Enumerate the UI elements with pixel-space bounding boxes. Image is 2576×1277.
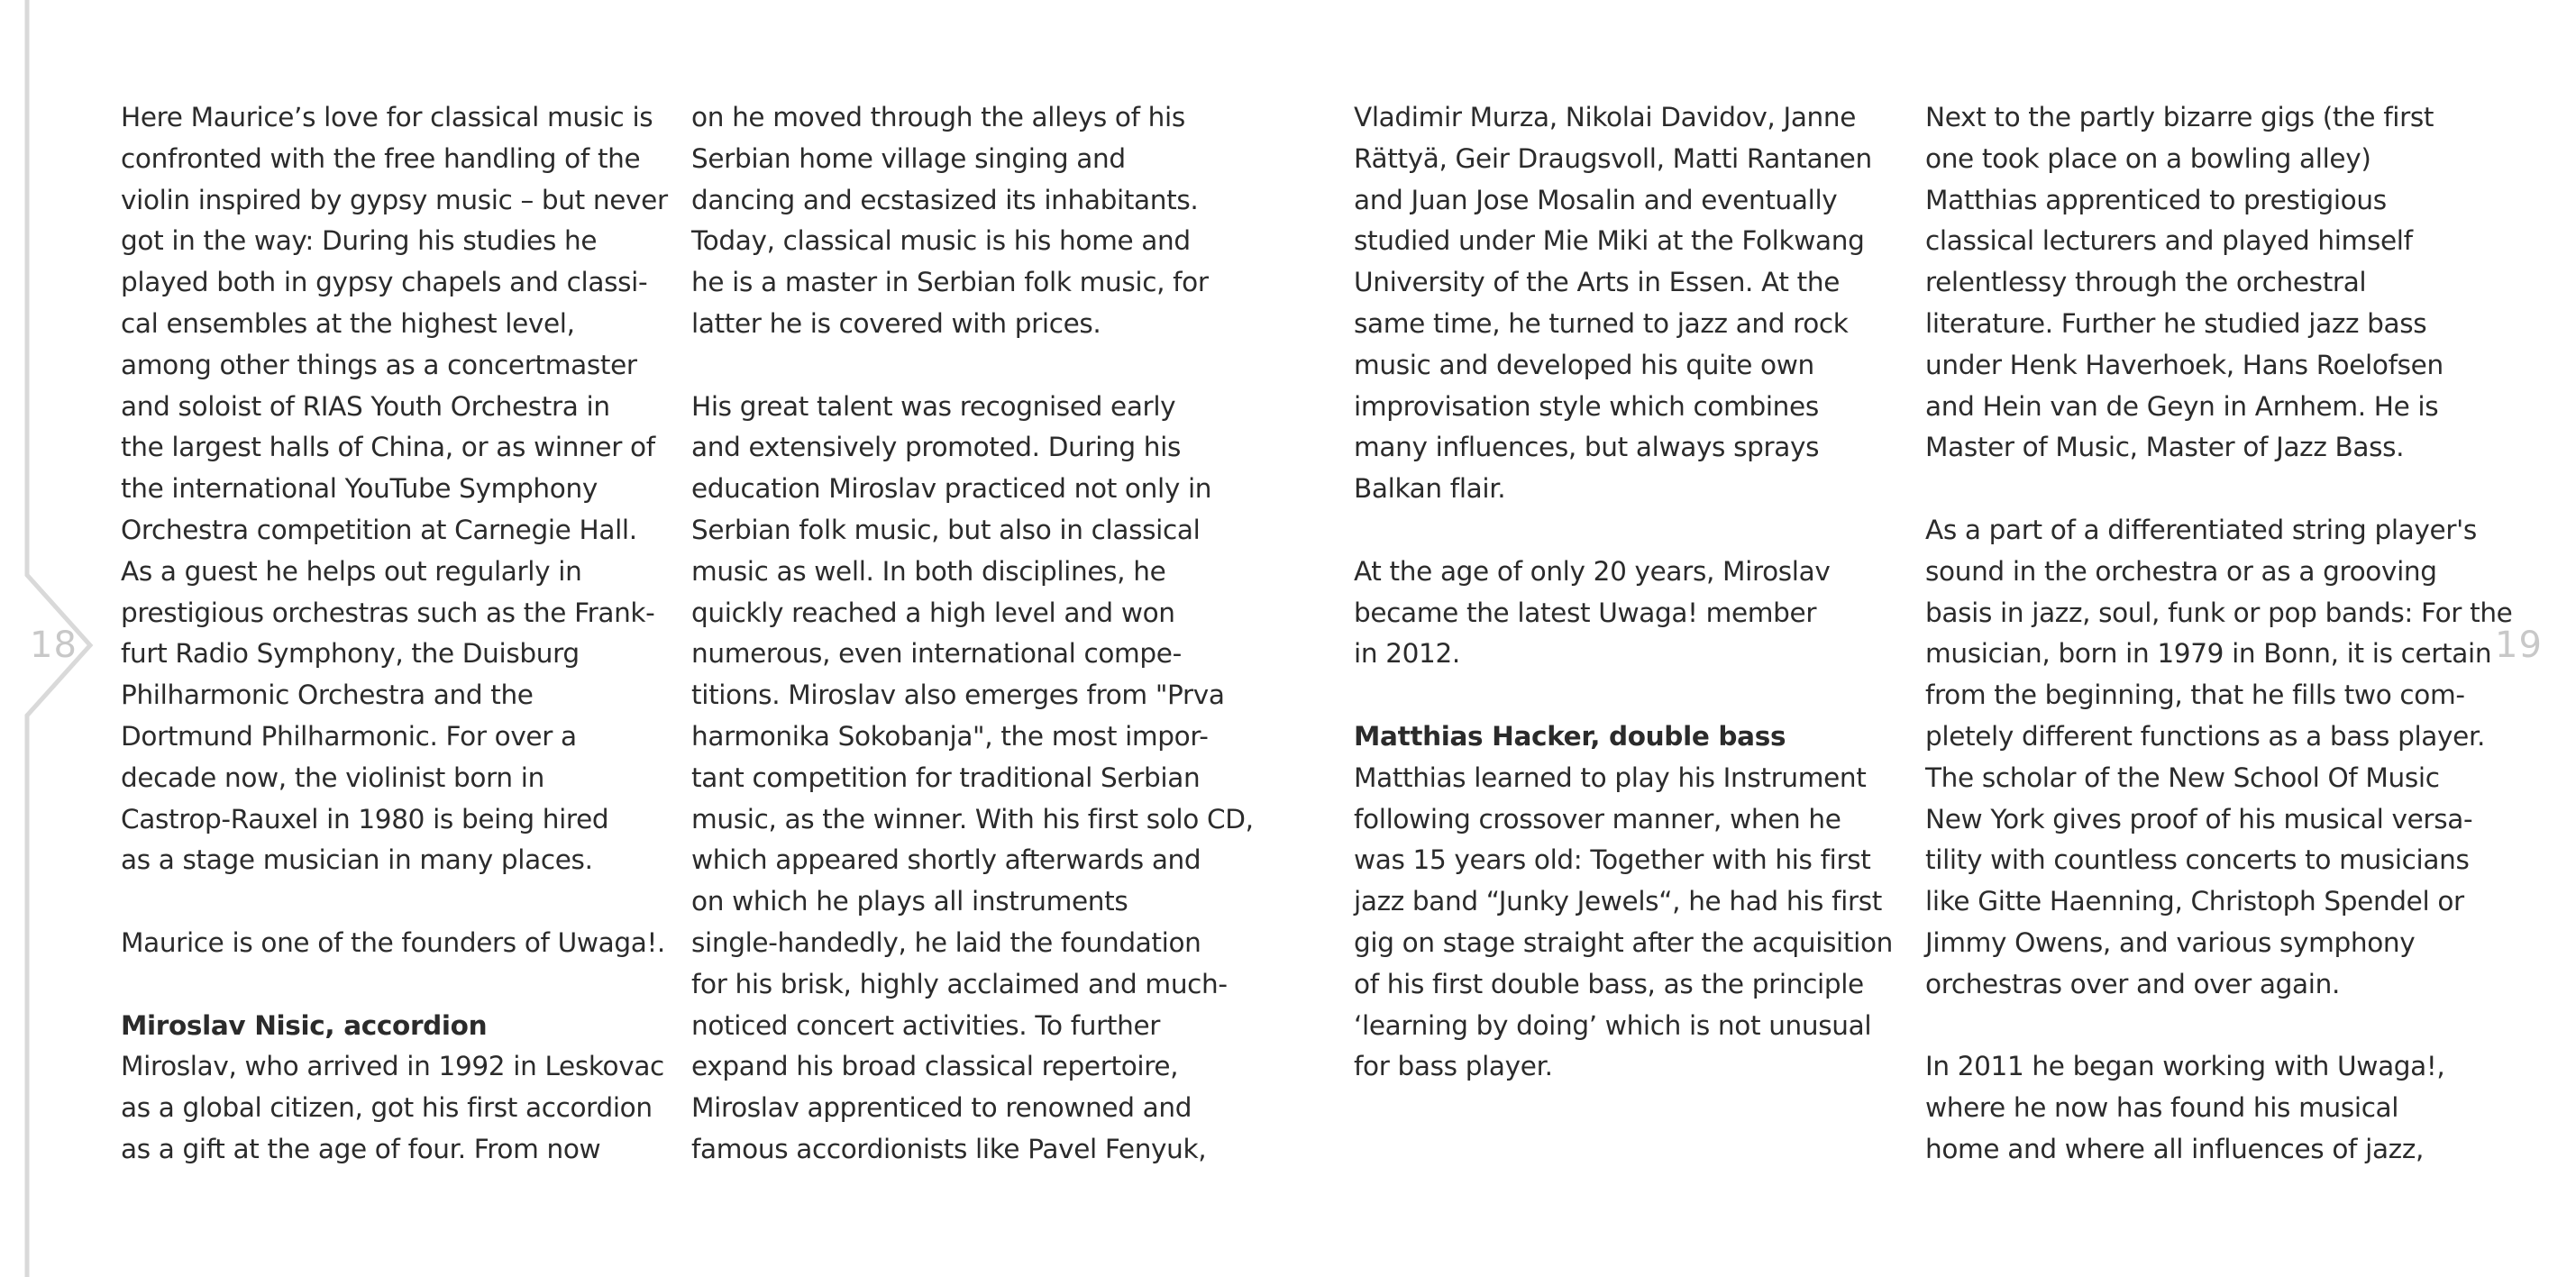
text-line: following crossover manner, when he <box>1354 803 1841 835</box>
text-line: harmonika Sokobanja", the most impor- <box>691 720 1209 752</box>
text-line: as a stage musician in many places. <box>121 844 593 876</box>
text-line: orchestras over and over again. <box>1925 968 2340 999</box>
text-line: Next to the partly bizarre gigs (the first <box>1925 102 2434 132</box>
page-number-left: 18 <box>30 625 78 666</box>
text-line: In 2011 he began working with Uwaga!, <box>1925 1051 2445 1082</box>
text-line: decade now, the violinist born in <box>121 762 544 793</box>
text-line: dancing and ecstasized its inhabitants. <box>691 184 1199 215</box>
paragraph-gap <box>121 881 680 923</box>
text-line: Castrop-Rauxel in 1980 is being hired <box>121 803 609 835</box>
text-line: furt Radio Symphony, the Duisburg <box>121 638 580 670</box>
text-line: ‘learning by doing’ which is not unusual <box>1354 1009 1872 1041</box>
text-line: violin inspired by gypsy music – but never <box>121 184 668 215</box>
text-line: became the latest Uwaga! member <box>1354 597 1817 628</box>
text-line: pletely different functions as a bass player. <box>1925 720 2486 752</box>
text-line: latter he is covered with prices. <box>691 307 1101 339</box>
text-line: His great talent was recognised early <box>691 390 1176 422</box>
text-line: Today, classical music is his home and <box>691 225 1191 257</box>
text-line: Dortmund Philharmonic. For over a <box>121 720 577 752</box>
text-column-3 <box>1354 97 1913 1088</box>
text-line: prestigious orchestras such as the Frank- <box>121 597 655 628</box>
text-line: where he now has found his musical <box>1925 1092 2399 1124</box>
text-line: in 2012. <box>1354 638 1460 670</box>
text-line: The scholar of the New School Of Music <box>1925 762 2440 793</box>
text-line: and soloist of RIAS Youth Orchestra in <box>121 390 610 422</box>
text-line: from the beginning, that he fills two com- <box>1925 680 2465 711</box>
text-line: under Henk Haverhoek, Hans Roelofsen <box>1925 349 2444 380</box>
text-line: gig on stage straight after the acquisition <box>1354 926 1894 958</box>
text-line: As a guest he helps out regularly in <box>121 555 582 587</box>
text-line: as a gift at the age of four. From now <box>121 1133 601 1164</box>
text-line: Here Maurice’s love for classical music is <box>121 102 653 132</box>
text-line: same time, he turned to jazz and rock <box>1354 307 1849 339</box>
text-line: for bass player. <box>1354 1051 1553 1082</box>
paragraph-gap <box>1925 1006 2484 1047</box>
text-line: expand his broad classical repertoire, <box>691 1051 1179 1082</box>
paragraph-gap <box>1354 675 1913 716</box>
text-line: got in the way: During his studies he <box>121 225 598 257</box>
text-line: musician, born in 1979 in Bonn, it is certain <box>1925 638 2492 670</box>
text-line: Maurice is one of the founders of Uwaga!. <box>121 926 665 958</box>
text-line: University of the Arts in Essen. At the <box>1354 267 1841 298</box>
text-line: noticed concert activities. To further <box>691 1009 1161 1041</box>
text-line: cal ensembles at the highest level, <box>121 307 575 339</box>
text-line: on which he plays all instruments <box>691 886 1128 917</box>
text-line: played both in gypsy chapels and classi- <box>121 267 648 298</box>
text-line: Serbian home village singing and <box>691 142 1126 174</box>
text-line: for his brisk, highly acclaimed and much- <box>691 968 1228 999</box>
text-line: studied under Mie Miki at the Folkwang <box>1354 225 1865 257</box>
text-line: music and developed his quite own <box>1354 349 1814 380</box>
page-number-right: 19 <box>2495 625 2543 666</box>
text-line: New York gives proof of his musical versa- <box>1925 803 2473 835</box>
text-line: literature. Further he studied jazz bass <box>1925 307 2427 339</box>
section-heading: Matthias Hacker, double bass <box>1354 720 1786 752</box>
text-line: Balkan flair. <box>1354 473 1506 505</box>
text-line: and Hein van de Geyn in Arnhem. He is <box>1925 390 2439 422</box>
text-line: and extensively promoted. During his <box>691 432 1182 463</box>
text-line: Vladimir Murza, Nikolai Davidov, Janne <box>1354 102 1857 132</box>
text-line: quickly reached a high level and won <box>691 597 1175 628</box>
text-line: Jimmy Owens, and various symphony <box>1925 926 2416 958</box>
text-column-1 <box>121 97 680 1171</box>
text-line: music as well. In both disciplines, he <box>691 555 1166 587</box>
text-line: he is a master in Serbian folk music, for <box>691 267 1209 298</box>
text-line: As a part of a differentiated string player's <box>1925 514 2477 545</box>
text-line: titions. Miroslav also emerges from "Prva <box>691 680 1225 711</box>
text-line: the international YouTube Symphony <box>121 473 598 505</box>
text-line: improvisation style which combines <box>1354 390 1819 422</box>
paragraph-gap <box>1925 469 2484 510</box>
text-line: home and where all influences of jazz, <box>1925 1133 2424 1164</box>
text-line: relentlessy through the orchestral <box>1925 267 2367 298</box>
text-line: numerous, even international compe- <box>691 638 1182 670</box>
text-line: Matthias apprenticed to prestigious <box>1925 184 2387 215</box>
text-line: and Juan Jose Mosalin and eventually <box>1354 184 1838 215</box>
text-line: tility with countless concerts to musicians <box>1925 844 2470 876</box>
text-line: classical lecturers and played himself <box>1925 225 2413 257</box>
text-line: confronted with the free handling of the <box>121 142 641 174</box>
paragraph-gap <box>691 345 1250 387</box>
text-line: At the age of only 20 years, Miroslav <box>1354 555 1831 587</box>
section-heading: Miroslav Nisic, accordion <box>121 1009 488 1041</box>
text-line: on he moved through the alleys of his <box>691 102 1185 132</box>
text-column-2 <box>691 97 1254 1171</box>
text-column-4 <box>1925 97 2513 1171</box>
text-line: tant competition for traditional Serbian <box>691 762 1201 793</box>
text-line: jazz band “Junky Jewels“, he had his first <box>1354 886 1882 917</box>
text-line: Master of Music, Master of Jazz Bass. <box>1925 432 2405 463</box>
text-line: the largest halls of China, or as winner of <box>121 432 655 463</box>
text-line: basis in jazz, soul, funk or pop bands: For the <box>1925 597 2513 628</box>
text-line: Rättyä, Geir Draugsvoll, Matti Rantanen <box>1354 142 1872 174</box>
text-line: Orchestra competition at Carnegie Hall. <box>121 514 637 545</box>
text-line: famous accordionists like Pavel Fenyuk, <box>691 1133 1207 1164</box>
text-line: Serbian folk music, but also in classical <box>691 514 1201 545</box>
text-line: education Miroslav practiced not only in <box>691 473 1212 505</box>
text-line: Philharmonic Orchestra and the <box>121 680 534 711</box>
paragraph-gap <box>121 964 680 1006</box>
text-line: like Gitte Haenning, Christoph Spendel or <box>1925 886 2464 917</box>
text-line: many influences, but always sprays <box>1354 432 1820 463</box>
text-line: was 15 years old: Together with his first <box>1354 844 1871 876</box>
paragraph-gap <box>1354 510 1913 552</box>
text-line: Matthias learned to play his Instrument <box>1354 762 1867 793</box>
text-line: Miroslav apprenticed to renowned and <box>691 1092 1192 1124</box>
text-line: which appeared shortly afterwards and <box>691 844 1201 876</box>
text-line: Miroslav, who arrived in 1992 in Leskovac <box>121 1051 664 1082</box>
text-line: one took place on a bowling alley) <box>1925 142 2371 174</box>
text-line: music, as the winner. With his first solo CD, <box>691 803 1254 835</box>
text-line: among other things as a concertmaster <box>121 349 637 380</box>
text-line: sound in the orchestra or as a grooving <box>1925 555 2437 587</box>
text-line: of his first double bass, as the principle <box>1354 968 1864 999</box>
text-line: single-handedly, he laid the foundation <box>691 926 1201 958</box>
text-line: as a global citizen, got his first accordion <box>121 1092 653 1124</box>
